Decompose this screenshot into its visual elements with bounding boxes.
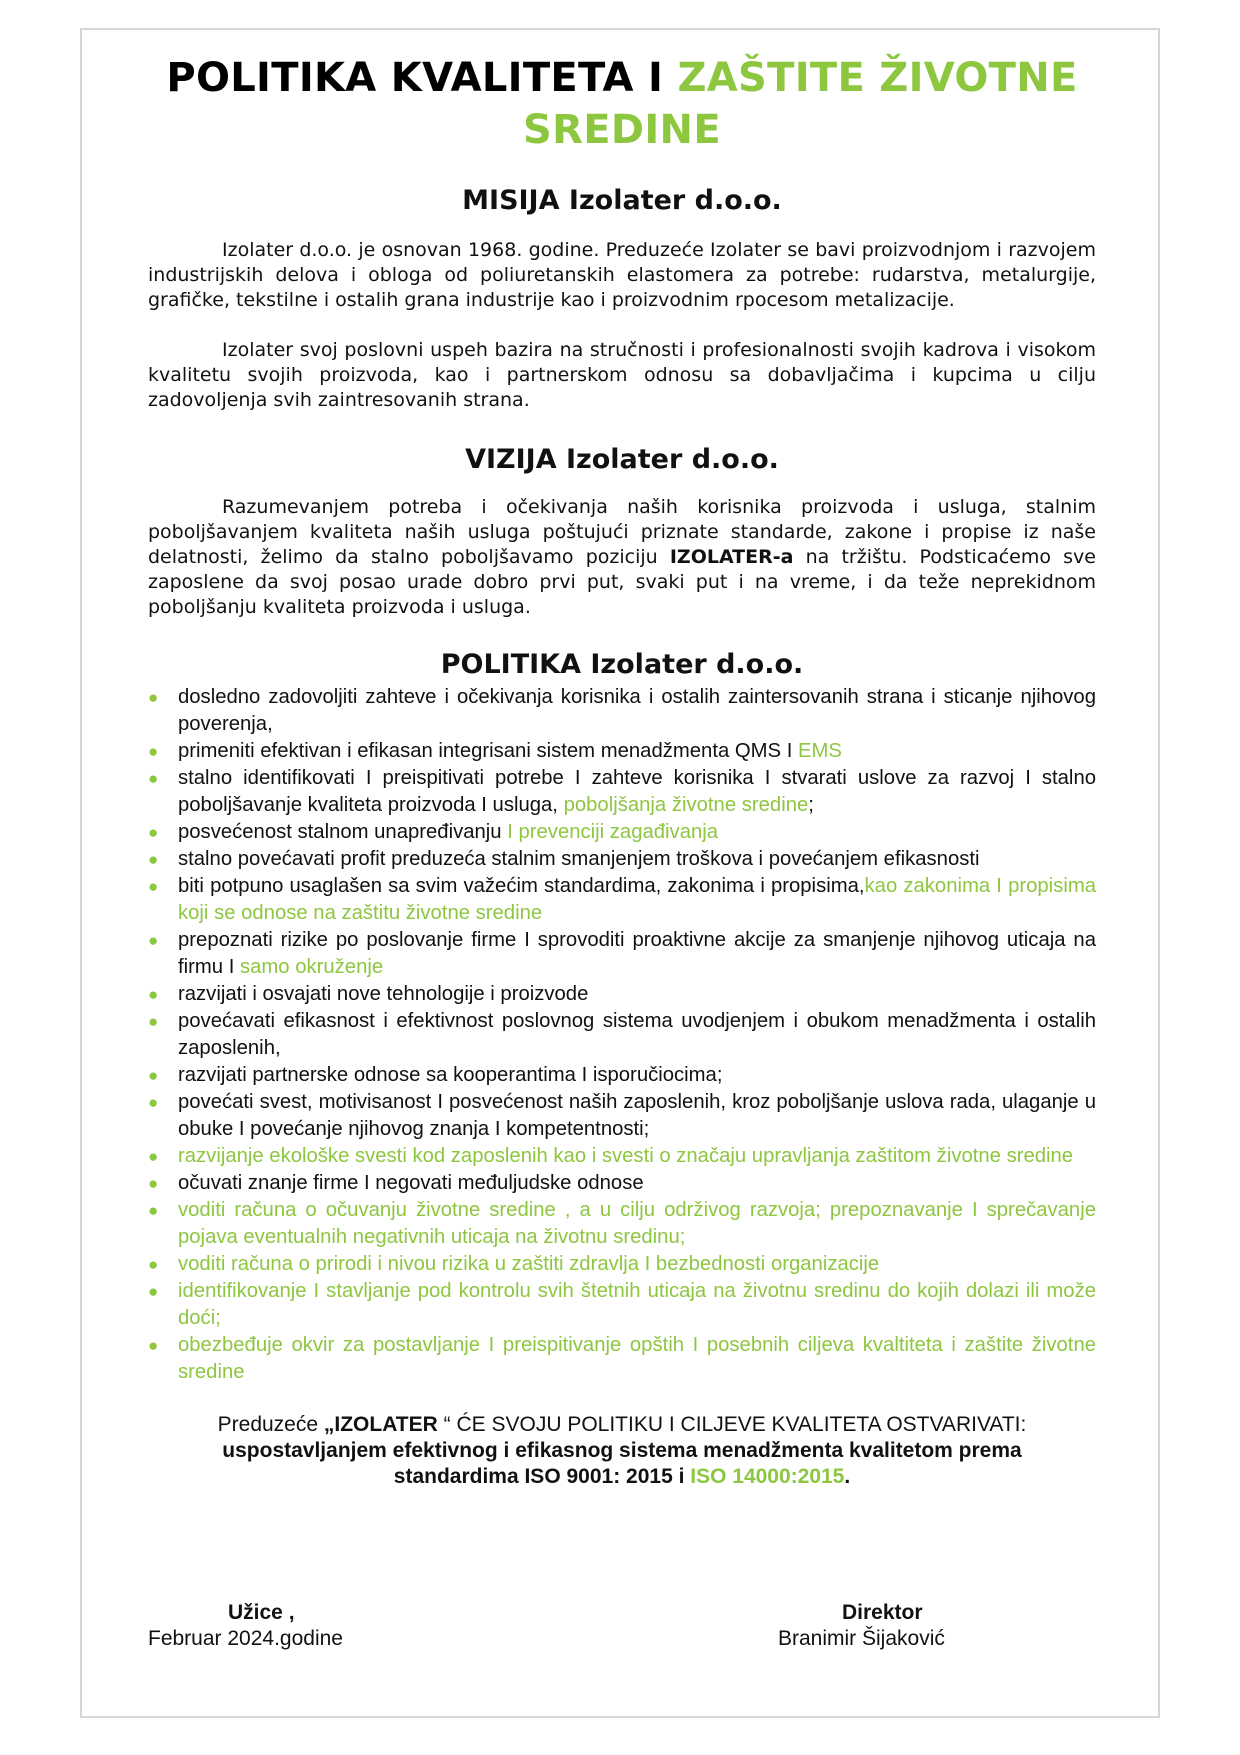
bullet-icon: ●: [148, 1174, 159, 1193]
policy-item: [148, 819, 1096, 846]
bullet-icon: ●: [148, 823, 159, 842]
policy-item: [148, 1062, 1096, 1089]
closing-line-2: [148, 1438, 1096, 1490]
title-green-part: ZAŠTITE ŽIVOTNE SREDINE: [523, 55, 1078, 153]
bullet-icon: ●: [148, 1093, 159, 1112]
policy-item: [148, 1089, 1096, 1143]
closing-iso-green: ISO 14000:2015: [690, 1465, 845, 1488]
policy-item: [148, 873, 1096, 927]
closing-standards: uspostavljanjem efektivnog i efikasnog sistema menadžmenta kvalitetom prema standardima ISO 9001: 2015 i: [222, 1439, 1022, 1488]
policy-item: [148, 981, 1096, 1008]
misija-paragraph-1: Izolater d.o.o. je osnovan 1968. godine. Preduzeće Izolater se bavi proizvodnjom i razvojem industrijskih delova i obloga od poliuretanskih elastomera za potrebe: rudarstva, metalurgije, grafičke, tekstilne i ostalih grana industrije kao i proizvodnim rpocesom metalizacije.: [148, 239, 1096, 311]
policy-item-text: stalno identifikovati I preispitivati potrebe I zahteve korisnika I stvarati uslove za razvoj I stalno poboljšavanje kvaliteta proizvoda I usluga,: [178, 767, 1096, 816]
vizija-company-bold: IZOLATER-a: [669, 546, 794, 568]
policy-item-text: posvećenost stalnom unapređivanju: [178, 821, 508, 843]
closing-prefix: Preduzeće: [217, 1413, 324, 1436]
bullet-icon: ●: [148, 1255, 159, 1274]
policy-item: [148, 738, 1096, 765]
policy-item-environment-text: obezbeđuje okvir za postavljanje I preispitivanje opštih I posebnih ciljeva kvaltiteta i zaštite životne sredine: [178, 1334, 1096, 1383]
bullet-icon: ●: [148, 1201, 159, 1220]
bullet-icon: ●: [148, 850, 159, 869]
document-title: [148, 52, 1096, 156]
signature-place: [228, 1600, 295, 1626]
policy-item: [148, 1278, 1096, 1332]
politika-heading: POLITIKA Izolater d.o.o.: [440, 649, 804, 680]
signature-name: Branimir Šijaković: [778, 1627, 945, 1650]
policy-item-text: biti potpuno usaglašen sa svim važećim standardima, zakonima i propisima,: [178, 875, 865, 897]
bullet-icon: ●: [148, 1147, 159, 1166]
policy-item: [148, 1143, 1096, 1170]
policy-item-environment-text: I prevenciji zagađivanja: [507, 821, 719, 843]
misija-paragraph-2: Izolater svoj poslovni uspeh bazira na stručnosti i profesionalnosti svojih kadrova i visokom kvalitetu svojih proizvoda, kao i partnerskom odnosu sa dobavljačima i kupcima u cilju zadovoljenja svih zaintresovanih strana.: [148, 339, 1096, 411]
document-content: [148, 52, 1096, 1490]
misija-heading: MISIJA Izolater d.o.o.: [462, 185, 782, 216]
bullet-icon: ●: [148, 688, 159, 707]
vizija-text-end: na tržištu. Podsticaćemo sve zaposlene da svoj posao urade dobro prvi put, svaki put i na vreme, i da teže neprekidnom poboljšanju kvaliteta proizvoda i usluga.: [148, 546, 1096, 618]
policy-item-text: primeniti efektivan i efikasan integrisani sistem menadžmenta QMS I: [178, 740, 798, 762]
bullet-icon: ●: [148, 877, 159, 896]
policy-item-environment-text: samo okruženje: [239, 956, 384, 978]
bullet-icon: ●: [148, 985, 159, 1004]
policy-item: [148, 1008, 1096, 1062]
policy-item: [148, 846, 1096, 873]
vizija-paragraph: [148, 495, 1096, 620]
policy-item-text: očuvati znanje firme I negovati međuljudske odnose: [178, 1172, 644, 1194]
policy-item: [148, 1197, 1096, 1251]
policy-item-text: povećati svest, motivisanost I posvećenost naših zaposlenih, kroz poboljšanje uslova rada, ulaganje u obuke I povećanje njihovog znanja I kompetentnosti;: [178, 1091, 1096, 1140]
bullet-icon: ●: [148, 1066, 159, 1085]
signature-role: [842, 1600, 923, 1626]
policy-item: [148, 1332, 1096, 1386]
policy-item-environment-text: poboljšanja životne sredine: [563, 794, 809, 816]
policy-item-environment-text: voditi računa o očuvanju životne sredine , a u cilju održivog razvoja; prepoznavanje I sprečavanje pojava eventualnih negativnih uticaja na životnu sredinu;: [178, 1199, 1096, 1248]
closing-suffix: “ ĆE SVOJU POLITIKU I CILJEVE KVALITETA OSTVARIVATI:: [437, 1413, 1027, 1436]
policy-item: [148, 1251, 1096, 1278]
bullet-icon: ●: [148, 931, 159, 950]
policy-item-environment-text: voditi računa o prirodi i nivou rizika u zaštiti zdravlja I bezbednosti organizacije: [178, 1253, 880, 1275]
bullet-icon: ●: [148, 1282, 159, 1301]
policy-item: [148, 765, 1096, 819]
bullet-icon: ●: [148, 1012, 159, 1031]
bullet-icon: ●: [148, 1336, 159, 1355]
bullet-icon: ●: [148, 742, 159, 761]
policy-item-text: prepoznati rizike po poslovanje firme I sprovoditi proaktivne akcije za smanjenje njihovog uticaja na firmu I: [178, 929, 1096, 978]
policy-item-text: razvijati i osvajati nove tehnologije i proizvode: [178, 983, 589, 1005]
policy-item-text: stalno povećavati profit preduzeća stalnim smanjenjem troškova i povećanjem efikasnosti: [178, 848, 980, 870]
place-text: Užice ,: [228, 1601, 295, 1624]
policy-item-environment-text: razvijanje ekološke svesti kod zaposlenih kao i svesti o značaju upravljanja zaštitom životne sredine: [178, 1145, 1074, 1167]
bullet-icon: ●: [148, 769, 159, 788]
title-black-part: POLITIKA KVALITETA I: [166, 55, 678, 101]
signature-date: Februar 2024.godine: [148, 1627, 343, 1650]
policy-item-environment-text: identifikovanje I stavljanje pod kontrolu svih štetnih uticaja na životnu sredinu do kojih dolazi ili može doći;: [178, 1280, 1096, 1329]
vizija-text-start: Razumevanjem potreba i očekivanja naših korisnika proizvoda i usluga, stalnim poboljšavanjem kvaliteta naših usluga poštujući priznate standarde, zakone i propise iz naše delatnosti, želimo da stalno poboljšavamo poziciju: [148, 496, 1096, 568]
policy-item-environment-text: kao zakonima I propisima koji se odnose na zaštitu životne sredine: [178, 875, 1096, 924]
vizija-heading: VIZIJA Izolater d.o.o.: [465, 444, 779, 475]
policy-item-text: dosledno zadovoljiti zahteve i očekivanja korisnika i ostalih zaintersovanih strana i sticanje njihovog poverenja,: [178, 686, 1096, 735]
policy-item-text: povećavati efikasnost i efektivnost poslovnog sistema uvodjenjem i obukom menadžmenta i ostalih zaposlenih,: [178, 1010, 1096, 1059]
policy-item-environment-text: EMS: [797, 740, 842, 762]
closing-end: .: [844, 1465, 851, 1488]
role-text: Direktor: [842, 1601, 923, 1624]
policy-list: [148, 684, 1096, 1386]
closing-company: „IZOLATER: [323, 1413, 438, 1436]
policy-item: [148, 684, 1096, 738]
closing-line-1: [148, 1412, 1096, 1438]
closing-statement: [148, 1412, 1096, 1490]
policy-item: [148, 1170, 1096, 1197]
policy-item-text: razvijati partnerske odnose sa kooperantima I isporučiocima;: [178, 1064, 723, 1086]
policy-item-tail: ;: [808, 794, 814, 816]
policy-item: [148, 927, 1096, 981]
